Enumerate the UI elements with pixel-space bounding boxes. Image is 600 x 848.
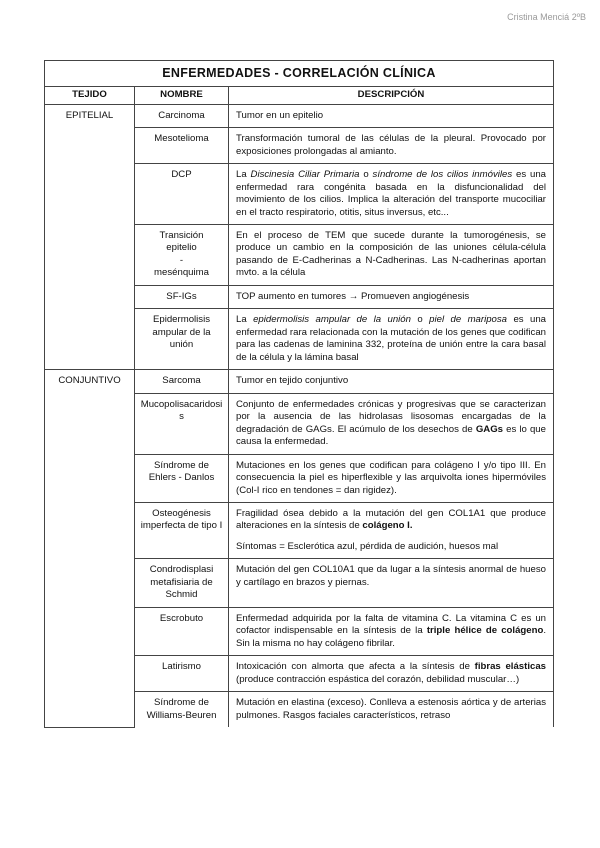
disease-description: Tumor en tejido conjuntivo: [229, 370, 554, 393]
disease-name: Mucopolisacaridosis: [135, 393, 229, 454]
disease-description: Mutación en elastina (exceso). Conlleva a estenosis aórtica y de arterias pulmones. Rasgos faciales característicos, retraso: [229, 692, 554, 727]
disease-description: Transformación tumoral de las células de la pleural. Provocado por exposiciones prolongadas al amianto.: [229, 128, 554, 164]
disease-description: Enfermedad adquirida por la falta de vitamina C. La vitamina C es un cofactor indispensable en la síntesis de la triple hélice de colágeno. Sin la misma no hay colágeno fibrilar.: [229, 607, 554, 655]
disease-name: Mesotelioma: [135, 128, 229, 164]
header-tissue: TEJIDO: [45, 87, 135, 104]
disease-description: La epidermolisis ampular de la unión o piel de mariposa es una enfermedad rara relacionada con la mutación de los genes que codifican para las cadenas de laminina 332, proteína de unión entre la cara basal de la célula y la lámina basal: [229, 309, 554, 370]
disease-description: Mutación del gen COL10A1 que da lugar a la síntesis anormal de hueso y cartílago en brazos y piernas.: [229, 559, 554, 607]
tissue-epithelial: EPITELIAL: [45, 104, 135, 370]
table-row: [45, 370, 554, 393]
disease-name: Escrobuto: [135, 607, 229, 655]
header-name: NOMBRE: [135, 87, 229, 104]
table-row: [45, 104, 554, 127]
disease-table: [44, 60, 554, 728]
disease-name: Carcinoma: [135, 104, 229, 127]
disease-description: En el proceso de TEM que sucede durante la tumorogénesis, se produce un cambio en la composición de las uniones célula-célula pasando de E-Cadherinas a N-Cadherinas. Las N-cadherinas aportan mvto. a la célula: [229, 225, 554, 286]
disease-name: Epidermolisis ampular de la unión: [135, 309, 229, 370]
disease-name: Transición epitelio - mesénquima: [135, 225, 229, 286]
disease-name: Latirismo: [135, 656, 229, 692]
disease-description: Fragilidad ósea debido a la mutación del gen COL1A1 que produce alteraciones en la síntesis de colágeno I. Síntomas = Esclerótica azul, pérdida de audición, huesos mal: [229, 502, 554, 558]
table-title: ENFERMEDADES - CORRELACIÓN CLÍNICA: [45, 61, 554, 87]
disease-name: Sarcoma: [135, 370, 229, 393]
disease-name: DCP: [135, 164, 229, 225]
disease-description: Conjunto de enfermedades crónicas y progresivas que se caracterizan por la ausencia de las hidrolasas lisosomas encargadas de la degradación de GAGs. El acúmulo de los desechos de GAGs es lo que causa la enfermedad.: [229, 393, 554, 454]
disease-description: Intoxicación con almorta que afecta a la síntesis de fibras elásticas (produce contracción espástica del corazón, debilidad muscular…): [229, 656, 554, 692]
disease-name: Síndrome de Ehlers - Danlos: [135, 454, 229, 502]
disease-name: Osteogénesis imperfecta de tipo I: [135, 502, 229, 558]
disease-name: Síndrome de Williams-Beuren: [135, 692, 229, 727]
disease-name: SF-IGs: [135, 285, 229, 308]
author-header: Cristina Menciá 2ºB: [507, 12, 586, 22]
tissue-connective: CONJUNTIVO: [45, 370, 135, 727]
header-description: DESCRIPCIÓN: [229, 87, 554, 104]
disease-name: Condrodisplasi metafisiaria de Schmid: [135, 559, 229, 607]
disease-description: Mutaciones en los genes que codifican para colágeno I y/o tipo III. En consecuencia la piel es hiperflexible y las arquivolta iones hipermóviles (Col-I rico en tendones = dan rigidez).: [229, 454, 554, 502]
disease-description: Tumor en un epitelio: [229, 104, 554, 127]
disease-description: La Discinesia Ciliar Primaria o síndrome de los cilios inmóviles es una enfermedad rara congénita basada en la disfuncionalidad del movimiento de los cilios. Implica la alteración del transporte mucociliar en el tracto respiratorio, otitis, situs inversus, etc...: [229, 164, 554, 225]
disease-description: TOP aumento en tumores → Promueven angiogénesis: [229, 285, 554, 308]
